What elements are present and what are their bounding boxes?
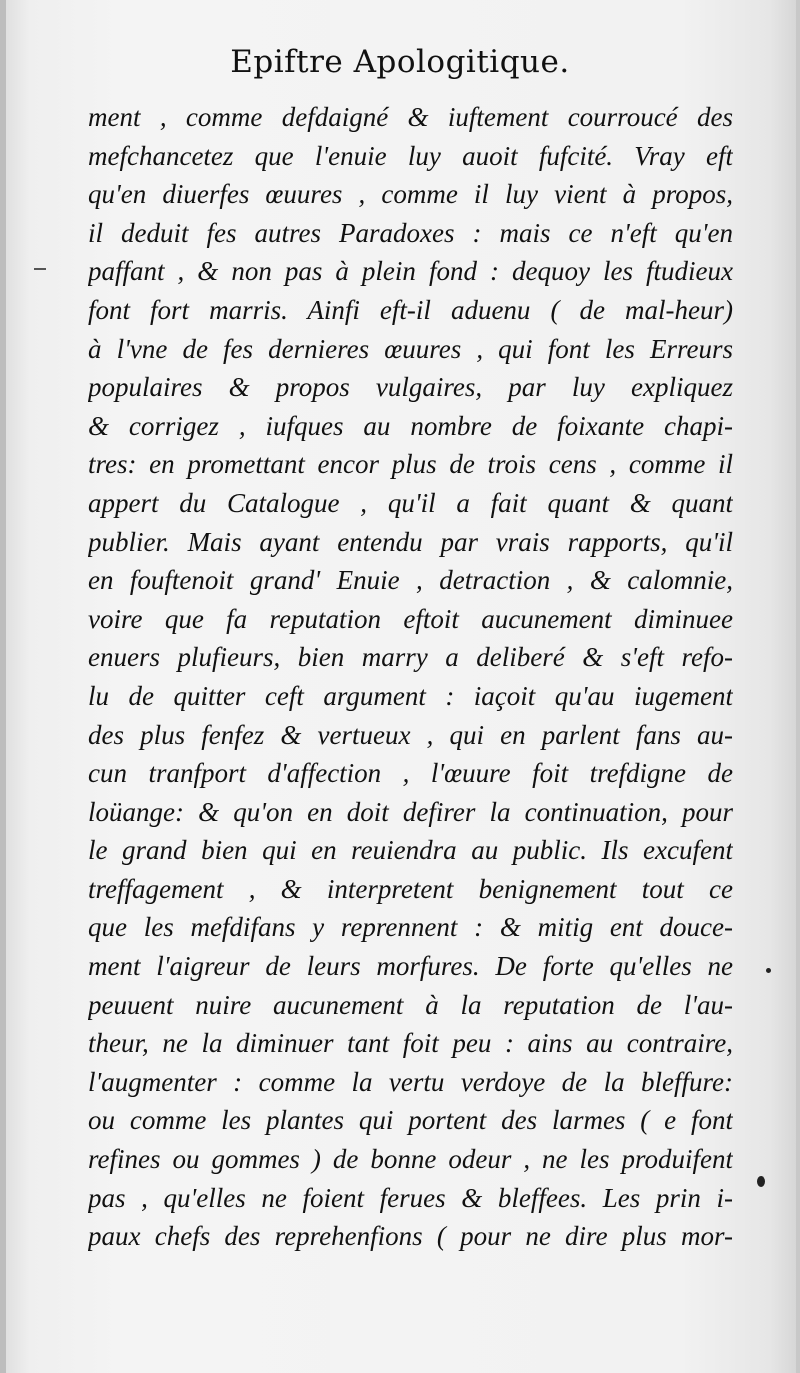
- text-line: treffagement , & interpretent benignement tout ce: [88, 873, 733, 904]
- text-line: à l'vne de fes dernieres œuures , qui font les Erreurs: [88, 333, 733, 364]
- text-line: cun tranfport d'affection , l'œuure foit trefdigne de: [88, 758, 733, 789]
- body-text: [88, 98, 733, 1256]
- text-line: peuuent nuire aucunement à la reputation de l'au-: [88, 989, 733, 1020]
- margin-mark: [34, 268, 46, 270]
- text-line: lu de quitter ceft argument : iaçoit qu'au iugement: [88, 680, 733, 711]
- page-gutter-shadow: [0, 0, 6, 1373]
- text-line: que les mefdifans y reprennent : & mitig ent douce-: [88, 912, 733, 943]
- text-line: ment , comme defdaigné & iuftement courroucé des: [88, 102, 733, 132]
- text-line: enuers plufieurs, bien marry a deliberé & s'eft refo-: [88, 642, 733, 673]
- text-line: voire que fa reputation eftoit aucunement diminuee: [88, 603, 733, 634]
- text-line: font fort marris. Ainfi eft-il aduenu ( de mal-heur): [88, 294, 733, 325]
- text-line: ment l'aigreur de leurs morfures. De forte qu'elles ne: [88, 951, 733, 982]
- ink-speck: [757, 1176, 765, 1187]
- text-line: publier. Mais ayant entendu par vrais rapports, qu'il: [88, 526, 733, 557]
- text-line: qu'en diuerfes œuures , comme il luy vient à propos,: [88, 179, 733, 210]
- text-line: populaires & propos vulgaires, par luy expliquez: [88, 372, 733, 403]
- text-line: pas , qu'elles ne foient ferues & bleffees. Les prin i-: [88, 1182, 733, 1213]
- text-line: theur, ne la diminuer tant foit peu : ains au contraire,: [88, 1028, 733, 1059]
- text-line: l'augmenter : comme la vertu verdoye de la bleffure:: [88, 1066, 733, 1097]
- text-line: loüange: & qu'on en doit defirer la continuation, pour: [88, 796, 733, 827]
- text-line: ou comme les plantes qui portent des larmes ( e font: [88, 1105, 733, 1136]
- text-line: en fouftenoit grand' Enuie , detraction , & calomnie,: [88, 565, 733, 596]
- text-line: le grand bien qui en reuiendra au public. Ils excufent: [88, 835, 733, 866]
- ink-speck: [766, 968, 771, 973]
- text-line: & corrigez , iufques au nombre de foixante chapi-: [88, 410, 733, 441]
- text-line: paffant , & non pas à plein fond : dequoy les ftudieux: [88, 256, 733, 287]
- text-line: tres: en promettant encor plus de trois cens , comme il: [88, 449, 733, 480]
- text-line: refines ou gommes ) de bonne odeur , ne les produifent: [88, 1144, 733, 1175]
- text-line: des plus fenfez & vertueux , qui en parlent fans au-: [88, 719, 733, 750]
- running-head: Epiftre Apologitique.: [230, 44, 570, 80]
- page-edge-shadow: [796, 0, 800, 1373]
- text-line: paux chefs des reprehenfions ( pour ne dire plus mor-: [88, 1221, 733, 1252]
- text-line: appert du Catalogue , qu'il a fait quant & quant: [88, 487, 733, 518]
- text-line: il deduit fes autres Paradoxes : mais ce n'eft qu'en: [88, 217, 733, 248]
- text-line: mefchancetez que l'enuie luy auoit fufcité. Vray eft: [88, 140, 733, 171]
